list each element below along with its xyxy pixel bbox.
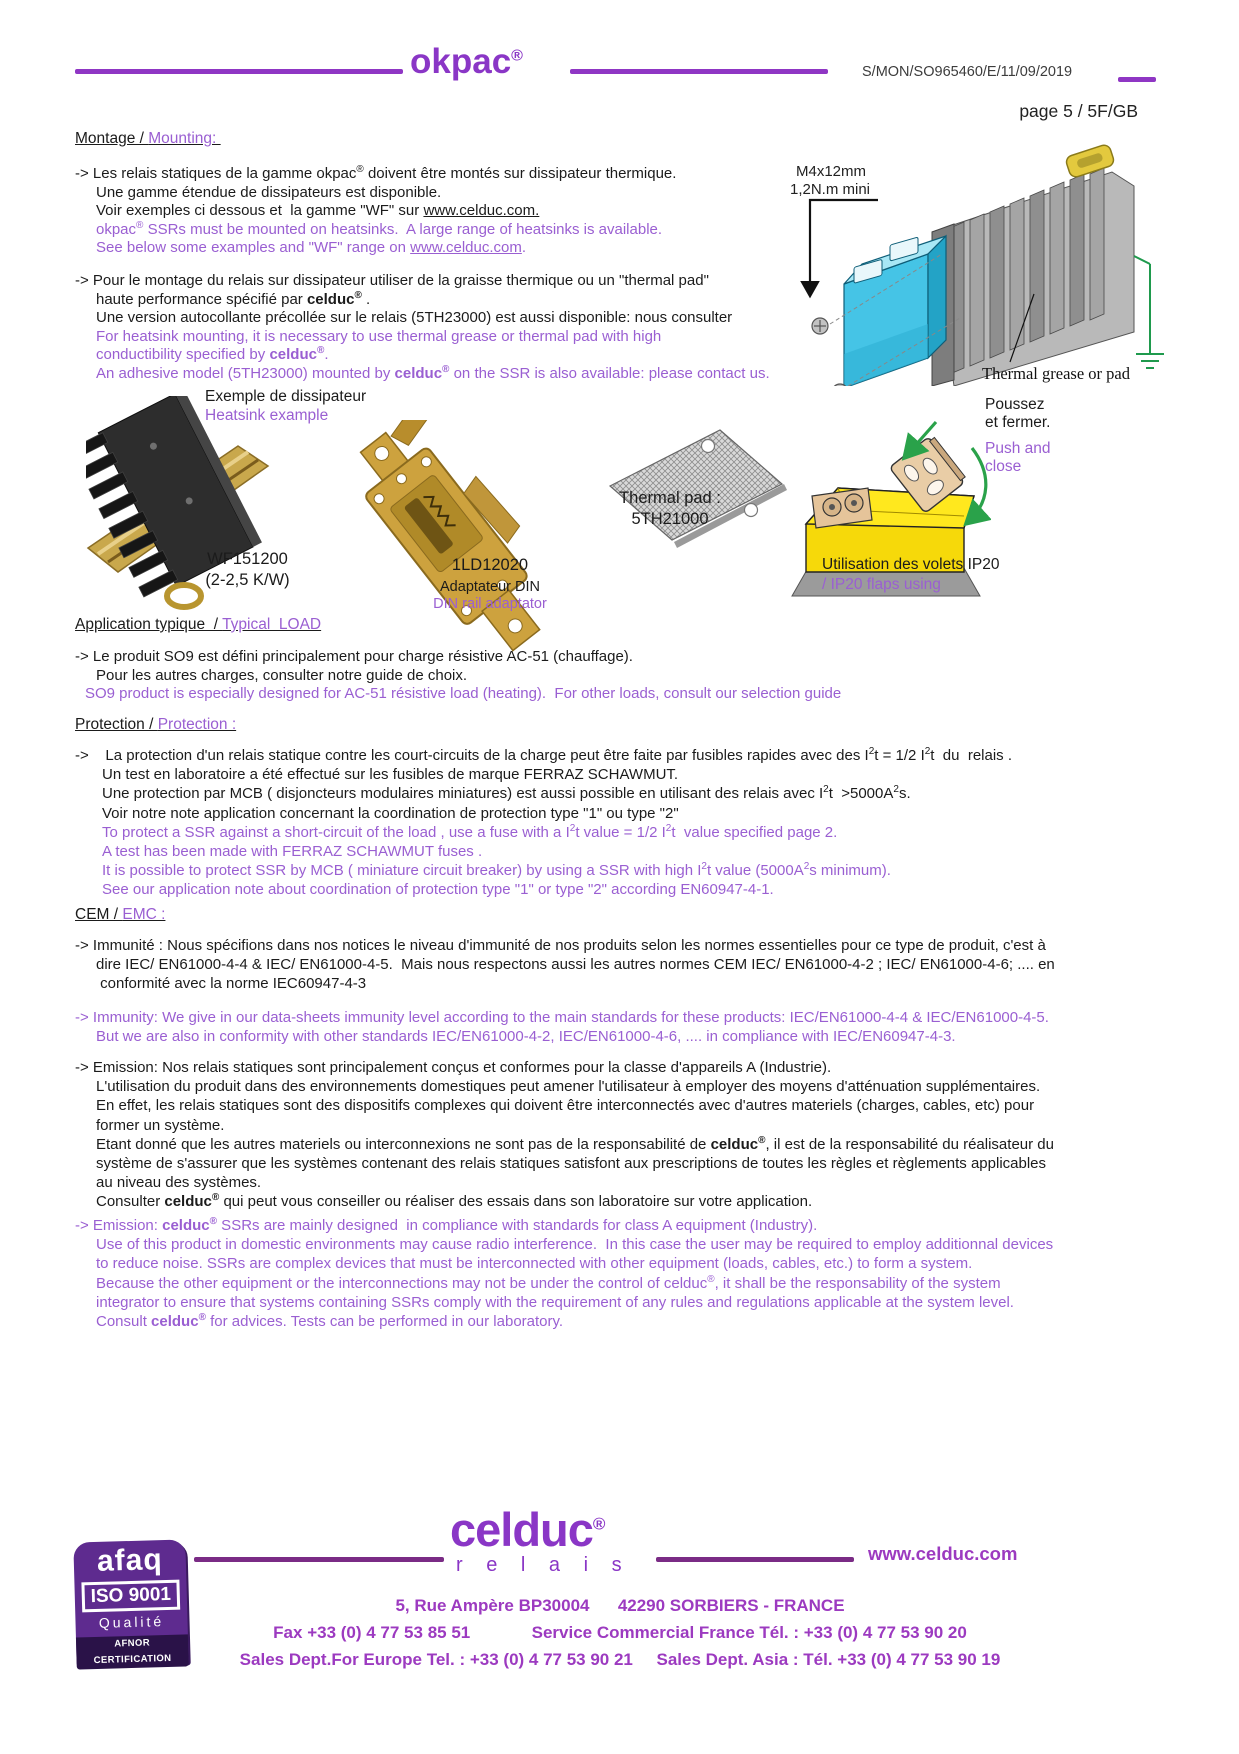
text-line: For heatsink mounting, it is necessary to use thermal grease or thermal pad with high — [96, 327, 662, 345]
thermal-pad-ref: 5TH21000 — [631, 510, 709, 528]
paragraph-emission-fr — [75, 1058, 1054, 1212]
text-line: conformité avec la norme IEC60947-4-3 — [96, 975, 367, 993]
celduc-logo — [450, 1503, 631, 1578]
text-line: Consulter celduc® qui peut vous conseiller ou réaliser des essais dans son laboratoire sur votre application. — [96, 1192, 813, 1211]
text-line: système de s'assurer que les systèmes contenant des relais statiques satisfont aux prescriptions de toutes les règles et règlements applicables — [96, 1155, 1047, 1173]
celduc-brand: celduc® — [450, 1503, 605, 1556]
text-line: okpac® SSRs must be mounted on heatsinks. A large range of heatsinks is available. — [96, 219, 663, 238]
section-heading-protection: Protection / Protection : — [75, 716, 237, 733]
page-number: page 5 / 5F/GB — [1019, 101, 1138, 121]
text-line: Consult celduc® for advices. Tests can be performed in our laboratory. — [96, 1312, 564, 1331]
celduc-website-link[interactable]: www.celduc.com — [410, 239, 522, 257]
text-line: L'utilisation du produit dans des environnements domestiques peut amener l'utilisateur à employer des moyens d'atténuation supplémentaires. — [96, 1078, 1041, 1096]
text-line: -> Immunité : Nous spécifions dans nos notices le niveau d'immunité de nos produits selon les normes essentielles pour ce type de produit, c'est à — [75, 937, 1046, 954]
heatsink-ref: WF151200 — [207, 550, 288, 568]
text-line: But we are also in conformity with other standards IEC/EN61000-4-2, IEC/EN61000-4-6, .... in compliance with IEC/EN60947-4-3. — [96, 1028, 956, 1046]
thermal-grease-label: Thermal grease or pad — [982, 364, 1130, 383]
text-line: au niveau des systèmes. — [96, 1174, 262, 1192]
text-line: to reduce noise. SSRs are complex devices that must be interconnected with other equipment (loads, cables, etc.) to form a system. — [96, 1255, 973, 1273]
iso9001-badge: ISO 9001 — [81, 1580, 180, 1613]
close-arrow — [968, 448, 986, 522]
website-url: www.celduc.com — [868, 1543, 1018, 1564]
paragraph-mounting-2 — [75, 272, 770, 384]
text-line: -> Immunity: We give in our data-sheets immunity level according to the main standards for these products: IEC/EN61000-4-4 & IEC/EN61000-4-5. — [75, 1009, 1049, 1026]
afaq-logo-text: afaq — [96, 1543, 164, 1578]
paragraph-emission-en — [75, 1216, 1053, 1331]
text-line: Voir notre note application concernant la coordination de protection type "1" ou type "2" — [102, 804, 679, 822]
ground-symbol — [1134, 256, 1164, 368]
text-line: Un test en laboratoire a été effectué sur les fusibles de marque FERRAZ SCHAWMUT. — [102, 766, 679, 784]
paragraph-application — [75, 648, 841, 704]
push-label-fr2: et fermer. — [985, 414, 1051, 431]
footer-rule-left — [194, 1557, 444, 1562]
text-line: -> Les relais statiques de la gamme okpac® doivent être montés sur dissipateur thermique. — [75, 164, 677, 182]
text-line: To protect a SSR against a short-circuit of the load , use a fuse with a $I^2t$ value = 1/2 $I^2t$ value specified page 2. — [102, 822, 838, 841]
text-span: . — [521, 239, 527, 257]
company-address: 5, Rue Ampère BP30004 42290 SORBIERS - FRANCE — [395, 1596, 845, 1615]
text-line: See our application note about coordination of protection type "1" or type "2" according EN60947-4-1. — [102, 881, 774, 899]
text-line — [75, 202, 676, 221]
push-label-en2: close — [985, 458, 1022, 475]
section-heading-application: Application typique / Typical LOAD — [75, 616, 322, 633]
afnor-certification-label: AFNOR CERTIFICATION — [76, 1634, 189, 1669]
din-adaptor-ref: 1LD12020 — [451, 556, 529, 574]
ip20-caption-fr: Utilisation des volets IP20 — [822, 556, 1000, 573]
header-rule-left — [75, 69, 403, 74]
text-line: -> Emission: Nos relais statiques sont principalement conçus et conformes pour la classe d'appareils A (Industrie). — [75, 1059, 832, 1076]
screw-size-label: M4x12mm — [796, 163, 867, 180]
text-line: -> Le produit SO9 est défini principalement pour charge résistive AC-51 (chauffage). — [75, 648, 633, 665]
screw-icon — [812, 318, 828, 334]
torque-label: 1,2N.m mini — [790, 181, 871, 198]
text-line: Une version autocollante précollée sur le relais (5TH23000) est aussi disponible: nous consulter — [96, 309, 733, 327]
text-line: Une gamme étendue de dissipateurs est disponible. — [96, 183, 442, 201]
text-line: Etant donné que les autres materiels ou interconnexions ne sont pas de la responsabilité de celduc®, il est de la responsabilité du réalisateur du — [96, 1134, 1054, 1153]
contact-line-fax: Fax +33 (0) 4 77 53 85 51 Service Commercial France Tél. : +33 (0) 4 77 53 90 20 — [273, 1623, 967, 1642]
heatsink-rating: (2-2,5 K/W) — [205, 571, 290, 589]
text-line: former un système. — [96, 1116, 225, 1134]
text-line: haute performance spécifié par celduc® . — [96, 289, 371, 308]
text-line: En effet, les relais statiques sont des dispositifs complexes qui doivent être interconnectés avec d'autres materiels (charges, cables, etc) pour — [96, 1097, 1035, 1115]
header-dash — [1118, 77, 1156, 82]
footer-rule-right — [656, 1557, 854, 1562]
mounting-assembly-illustration — [782, 136, 1190, 386]
text-span: See below some examples and "WF" range on — [96, 239, 411, 257]
push-label-en: Push and — [985, 440, 1051, 457]
page-title: okpac® — [410, 42, 523, 81]
text-line: Because the other equipment or the interconnections may not be under the control of celduc®, it shall be the responsability of the system — [96, 1273, 1001, 1292]
paragraph-immunity-en — [75, 1008, 1049, 1046]
text-line: -> Pour le montage du relais sur dissipateur utiliser de la graisse thermique ou un "thermal pad" — [75, 272, 709, 289]
paragraph-immunite-fr — [75, 936, 1055, 994]
ip20-caption-en: / IP20 flaps using — [822, 576, 941, 593]
text-line: A test has been made with FERRAZ SCHAWMUT fuses . — [102, 843, 483, 861]
text-line: SO9 product is especially designed for AC-51 résistive load (heating). For other loads, consult our selection guide — [85, 685, 842, 703]
section-heading-mounting: Montage / Mounting: — [75, 130, 221, 147]
text-line: Une protection par MCB ( disjoncteurs modulaires miniatures) est aussi possible en utilisant des relais avec $I^2t >5000A^2s$. — [102, 784, 911, 803]
heatsink-illustration — [932, 143, 1134, 386]
text-line: -> La protection d'un relais statique contre les court-circuits de la charge peut être faite par fusibles rapides avec des $I^2t = 1/2$ $I^2t$ du relais . — [75, 746, 1012, 764]
paragraph-mounting-1 — [75, 165, 676, 258]
text-line: -> Emission: celduc® SSRs are mainly designed in compliance with standards for class A equipment (Industry). — [75, 1216, 818, 1234]
paragraph-protection — [75, 746, 1012, 900]
heatsink-caption-en: Heatsink example — [205, 407, 329, 424]
celduc-relais: r e l a i s — [456, 1554, 631, 1576]
heatsink-caption-fr: Exemple de dissipateur — [205, 388, 367, 405]
header-rule-right — [570, 69, 828, 74]
thermal-pad-caption: Thermal pad : — [619, 489, 721, 507]
text-span: Voir exemples ci dessous et la gamme "WF" sur — [96, 202, 424, 220]
text-line — [75, 239, 676, 258]
text-line: An adhesive model (5TH23000) mounted by celduc® on the SSR is also available: please contact us. — [96, 363, 770, 382]
din-adaptor-caption-fr: Adaptateur DIN — [440, 579, 540, 595]
text-line: dire IEC/ EN61000-4-4 & IEC/ EN61000-4-5. Mais nous respectons aussi les autres normes CEM IEC/ EN61000-4-2 ; IEC/ EN61000-4-6; .... en — [96, 956, 1055, 974]
din-adaptor-caption-en: DIN rail adaptator — [433, 596, 547, 612]
push-label-fr: Poussez — [985, 396, 1045, 413]
text-line: Use of this product in domestic environments may cause radio interference. In this case the user may be required to employ additionnal devices — [96, 1236, 1054, 1254]
text-line: Pour les autres charges, consulter notre guide de choix. — [96, 666, 468, 684]
qualite-label: Qualité — [98, 1613, 165, 1631]
text-line: It is possible to protect SSR by MCB ( miniature circuit breaker) by using a SSR with high $I^2t$ value ($5000A^2s$ minimum). — [102, 861, 891, 880]
section-heading-cem: CEM / EMC : — [75, 906, 166, 923]
celduc-website-link[interactable]: www.celduc.com. — [423, 202, 540, 220]
din-adaptor-photo — [348, 420, 548, 655]
contact-line-sales: Sales Dept.For Europe Tel. : +33 (0) 4 77 53 90 21 Sales Dept. Asia : Tél. +33 (0) 4 77 53 90 19 — [239, 1650, 1001, 1669]
document-reference: S/MON/SO965460/E/11/09/2019 — [862, 64, 1073, 80]
text-line: conductibility specified by celduc®. — [96, 345, 329, 364]
text-line: integrator to ensure that systems containing SSRs comply with the requirement of any rules and regulations applicable at the system level. — [96, 1293, 1014, 1311]
